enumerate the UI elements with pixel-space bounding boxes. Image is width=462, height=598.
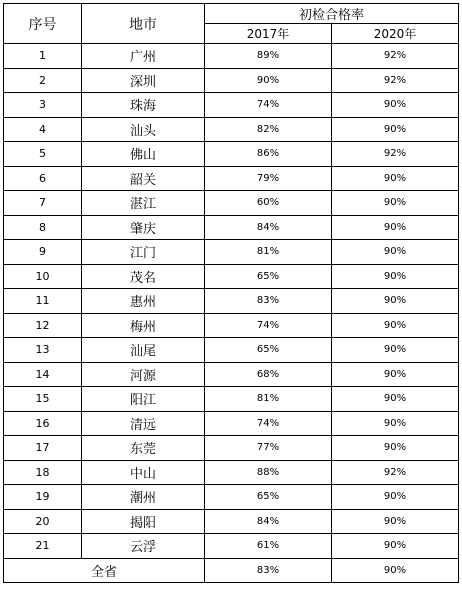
row-number: 9 — [4, 240, 82, 265]
row-city: 中山 — [82, 460, 205, 485]
header-city: 地市 — [82, 4, 205, 44]
table-row — [4, 362, 459, 387]
header-row — [4, 4, 459, 24]
row-city: 茂名 — [82, 264, 205, 289]
row-number: 16 — [4, 411, 82, 436]
row-rate-2020: 90% — [332, 191, 459, 216]
row-rate-2017: 84% — [205, 215, 332, 240]
row-city: 肇庆 — [82, 215, 205, 240]
row-city: 潮州 — [82, 485, 205, 510]
row-rate-2020: 92% — [332, 68, 459, 93]
table-row — [4, 534, 459, 559]
row-rate-2017: 77% — [205, 436, 332, 461]
row-city: 江门 — [82, 240, 205, 265]
total-label: 全省 — [4, 558, 205, 583]
row-city: 梅州 — [82, 313, 205, 338]
table-row — [4, 509, 459, 534]
row-number: 21 — [4, 534, 82, 559]
row-rate-2020: 90% — [332, 166, 459, 191]
row-city: 阳江 — [82, 387, 205, 412]
row-number: 2 — [4, 68, 82, 93]
row-city: 揭阳 — [82, 509, 205, 534]
row-city: 云浮 — [82, 534, 205, 559]
header-pass-rate: 初检合格率 — [205, 4, 459, 24]
row-city: 河源 — [82, 362, 205, 387]
row-rate-2017: 82% — [205, 117, 332, 142]
row-rate-2017: 65% — [205, 338, 332, 363]
row-number: 20 — [4, 509, 82, 534]
header-index: 序号 — [4, 4, 82, 44]
row-number: 5 — [4, 142, 82, 167]
header-year-2017: 2017年 — [205, 24, 332, 44]
row-city: 汕尾 — [82, 338, 205, 363]
row-number: 7 — [4, 191, 82, 216]
table-row — [4, 411, 459, 436]
total-row — [4, 558, 459, 583]
table-row — [4, 215, 459, 240]
row-rate-2020: 90% — [332, 240, 459, 265]
table-row — [4, 142, 459, 167]
row-rate-2017: 79% — [205, 166, 332, 191]
row-number: 12 — [4, 313, 82, 338]
row-number: 1 — [4, 44, 82, 69]
row-city: 汕头 — [82, 117, 205, 142]
row-rate-2020: 90% — [332, 313, 459, 338]
row-rate-2020: 90% — [332, 289, 459, 314]
row-rate-2017: 83% — [205, 289, 332, 314]
total-2017: 83% — [205, 558, 332, 583]
row-number: 17 — [4, 436, 82, 461]
row-rate-2017: 74% — [205, 411, 332, 436]
row-rate-2020: 90% — [332, 338, 459, 363]
row-rate-2020: 90% — [332, 93, 459, 118]
pass-rate-table — [3, 3, 459, 583]
row-city: 深圳 — [82, 68, 205, 93]
header-year-2020: 2020年 — [332, 24, 459, 44]
table-row — [4, 68, 459, 93]
row-rate-2020: 92% — [332, 460, 459, 485]
row-city: 珠海 — [82, 93, 205, 118]
row-rate-2017: 61% — [205, 534, 332, 559]
table-row — [4, 313, 459, 338]
row-rate-2017: 65% — [205, 485, 332, 510]
row-rate-2017: 68% — [205, 362, 332, 387]
row-number: 6 — [4, 166, 82, 191]
table-row — [4, 289, 459, 314]
row-rate-2020: 90% — [332, 534, 459, 559]
table-row — [4, 436, 459, 461]
row-number: 15 — [4, 387, 82, 412]
table-row — [4, 191, 459, 216]
row-rate-2017: 81% — [205, 387, 332, 412]
row-rate-2017: 81% — [205, 240, 332, 265]
table-row — [4, 44, 459, 69]
row-rate-2020: 92% — [332, 44, 459, 69]
row-number: 8 — [4, 215, 82, 240]
table-row — [4, 264, 459, 289]
table-row — [4, 166, 459, 191]
row-rate-2020: 90% — [332, 485, 459, 510]
row-rate-2020: 92% — [332, 142, 459, 167]
table-body — [4, 44, 459, 559]
row-number: 11 — [4, 289, 82, 314]
row-rate-2017: 74% — [205, 313, 332, 338]
row-number: 10 — [4, 264, 82, 289]
row-city: 清远 — [82, 411, 205, 436]
row-number: 18 — [4, 460, 82, 485]
row-rate-2020: 90% — [332, 509, 459, 534]
row-rate-2017: 89% — [205, 44, 332, 69]
row-rate-2017: 90% — [205, 68, 332, 93]
table-row — [4, 240, 459, 265]
row-number: 19 — [4, 485, 82, 510]
table-row — [4, 460, 459, 485]
row-rate-2020: 90% — [332, 215, 459, 240]
row-rate-2017: 60% — [205, 191, 332, 216]
row-rate-2017: 65% — [205, 264, 332, 289]
row-number: 13 — [4, 338, 82, 363]
row-rate-2020: 90% — [332, 264, 459, 289]
row-city: 佛山 — [82, 142, 205, 167]
table-row — [4, 117, 459, 142]
row-number: 3 — [4, 93, 82, 118]
row-rate-2020: 90% — [332, 387, 459, 412]
row-city: 韶关 — [82, 166, 205, 191]
row-city: 惠州 — [82, 289, 205, 314]
row-number: 14 — [4, 362, 82, 387]
row-rate-2020: 90% — [332, 411, 459, 436]
row-rate-2017: 74% — [205, 93, 332, 118]
row-number: 4 — [4, 117, 82, 142]
table-row — [4, 485, 459, 510]
row-city: 东莞 — [82, 436, 205, 461]
row-city: 湛江 — [82, 191, 205, 216]
row-rate-2017: 88% — [205, 460, 332, 485]
row-rate-2020: 90% — [332, 117, 459, 142]
table-row — [4, 387, 459, 412]
row-rate-2020: 90% — [332, 436, 459, 461]
row-rate-2020: 90% — [332, 362, 459, 387]
table-row — [4, 93, 459, 118]
row-rate-2017: 86% — [205, 142, 332, 167]
table-row — [4, 338, 459, 363]
total-2020: 90% — [332, 558, 459, 583]
row-rate-2017: 84% — [205, 509, 332, 534]
row-city: 广州 — [82, 44, 205, 69]
